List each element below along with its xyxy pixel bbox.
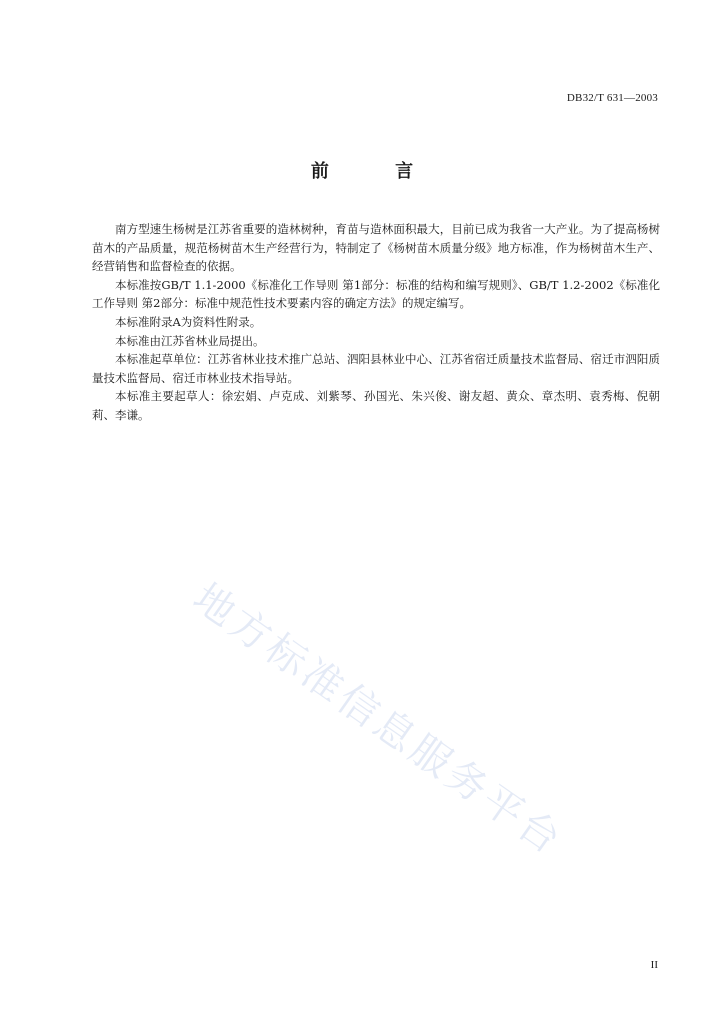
- document-code: DB32/T 631—2003: [566, 92, 658, 104]
- paragraph-drafters: 本标准主要起草人：徐宏娟、卢克成、刘紫琴、孙国光、朱兴俊、谢友超、黄众、章杰明、袁秀梅、倪朝莉、李谦。: [92, 389, 660, 422]
- paragraph-appendix: 本标准附录A为资料性附录。: [115, 314, 262, 329]
- paragraph-proposer: 本标准由江苏省林业局提出。: [115, 333, 265, 348]
- foreword-body: [92, 220, 660, 425]
- paragraph-drafting-units: 本标准起草单位：江苏省林业技术推广总站、泗阳县林业中心、江苏省宿迁质量技术监督局、宿迁市泗阳质量技术监督局、宿迁市林业技术指导站。: [92, 352, 660, 385]
- paragraph-drafting-rules: 本标准按GB/T 1.1-2000《标准化工作导则 第1部分：标准的结构和编写规则》、GB/T 1.2-2002《标准化工作导则 第2部分：标准中规范性技术要素内容的确定方法》的规定编写。: [92, 277, 660, 311]
- page-title: 前 言: [310, 161, 444, 182]
- paragraph-background: 南方型速生杨树是江苏省重要的造林树种，育苗与造林面积最大，目前已成为我省一大产业。为了提高杨树苗木的产品质量，规范杨树苗木生产经营行为，特制定了《杨树苗木质量分级》地方标准，作为杨树苗木生产、经营销售和监督检查的依据。: [92, 222, 660, 274]
- watermark: 地方标准信息服务平台: [184, 574, 572, 865]
- page-number: II: [650, 959, 658, 971]
